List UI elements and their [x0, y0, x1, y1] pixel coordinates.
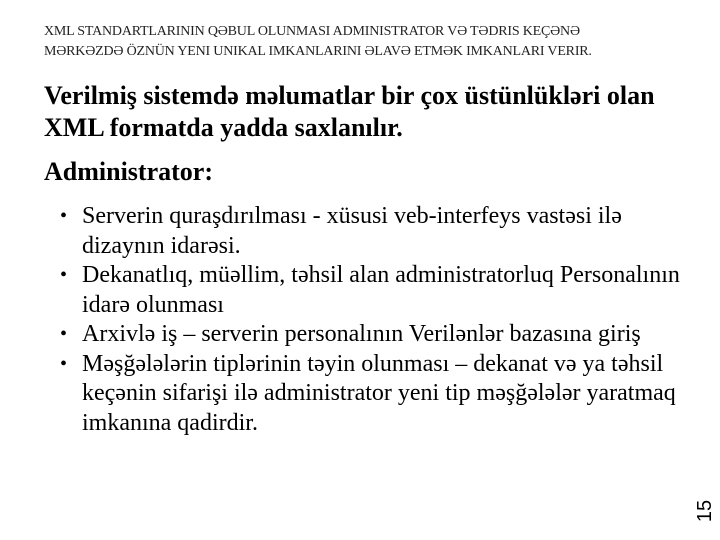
header-line-1: XML STANDARTLARININ QƏBUL OLUNMASI ADMINISTRATOR VƏ TƏDRIS KEÇƏNƏ [44, 24, 580, 39]
bullet-marker: • [60, 264, 68, 286]
page-number: 15 [694, 499, 716, 523]
bullet-item [60, 320, 690, 350]
slide-header [44, 22, 664, 62]
bullet-item [60, 202, 690, 261]
slide-title: Verilmiş sistemdə məlumatlar bir çox üstünlükləri olan XML formatda yadda saxlanılır. [44, 81, 655, 142]
bullet-text: Dekanatlıq, müəllim, təhsil alan administratorluq Personalının idarə olunması [82, 262, 680, 318]
bullet-item [60, 261, 690, 320]
section-heading: Administrator: [44, 157, 213, 186]
bullet-marker: • [60, 323, 68, 345]
header-line-2: MƏRKƏZDƏ ÖZNÜN YENI UNIKAL IMKANLARINI ƏLAVƏ ETMƏK IMKANLARI VERIR. [44, 44, 592, 59]
bullet-list [60, 202, 690, 438]
bullet-text: Məşğələlərin tiplərinin təyin olunması – dekanat və ya təhsil keçənin sifarişi ilə administrator yeni tip məşğələlər yaratmaq imkanına qadirdir. [82, 350, 676, 436]
bullet-marker: • [60, 352, 68, 375]
bullet-item [60, 350, 690, 439]
bullet-text: Arxivlə iş – serverin personalının Verilənlər bazasına giriş [82, 321, 641, 347]
bullet-marker: • [60, 205, 68, 227]
bullet-text: Serverin quraşdırılması - xüsusi veb-interfeys vastəsi ilə dizaynın idarəsi. [82, 203, 622, 259]
